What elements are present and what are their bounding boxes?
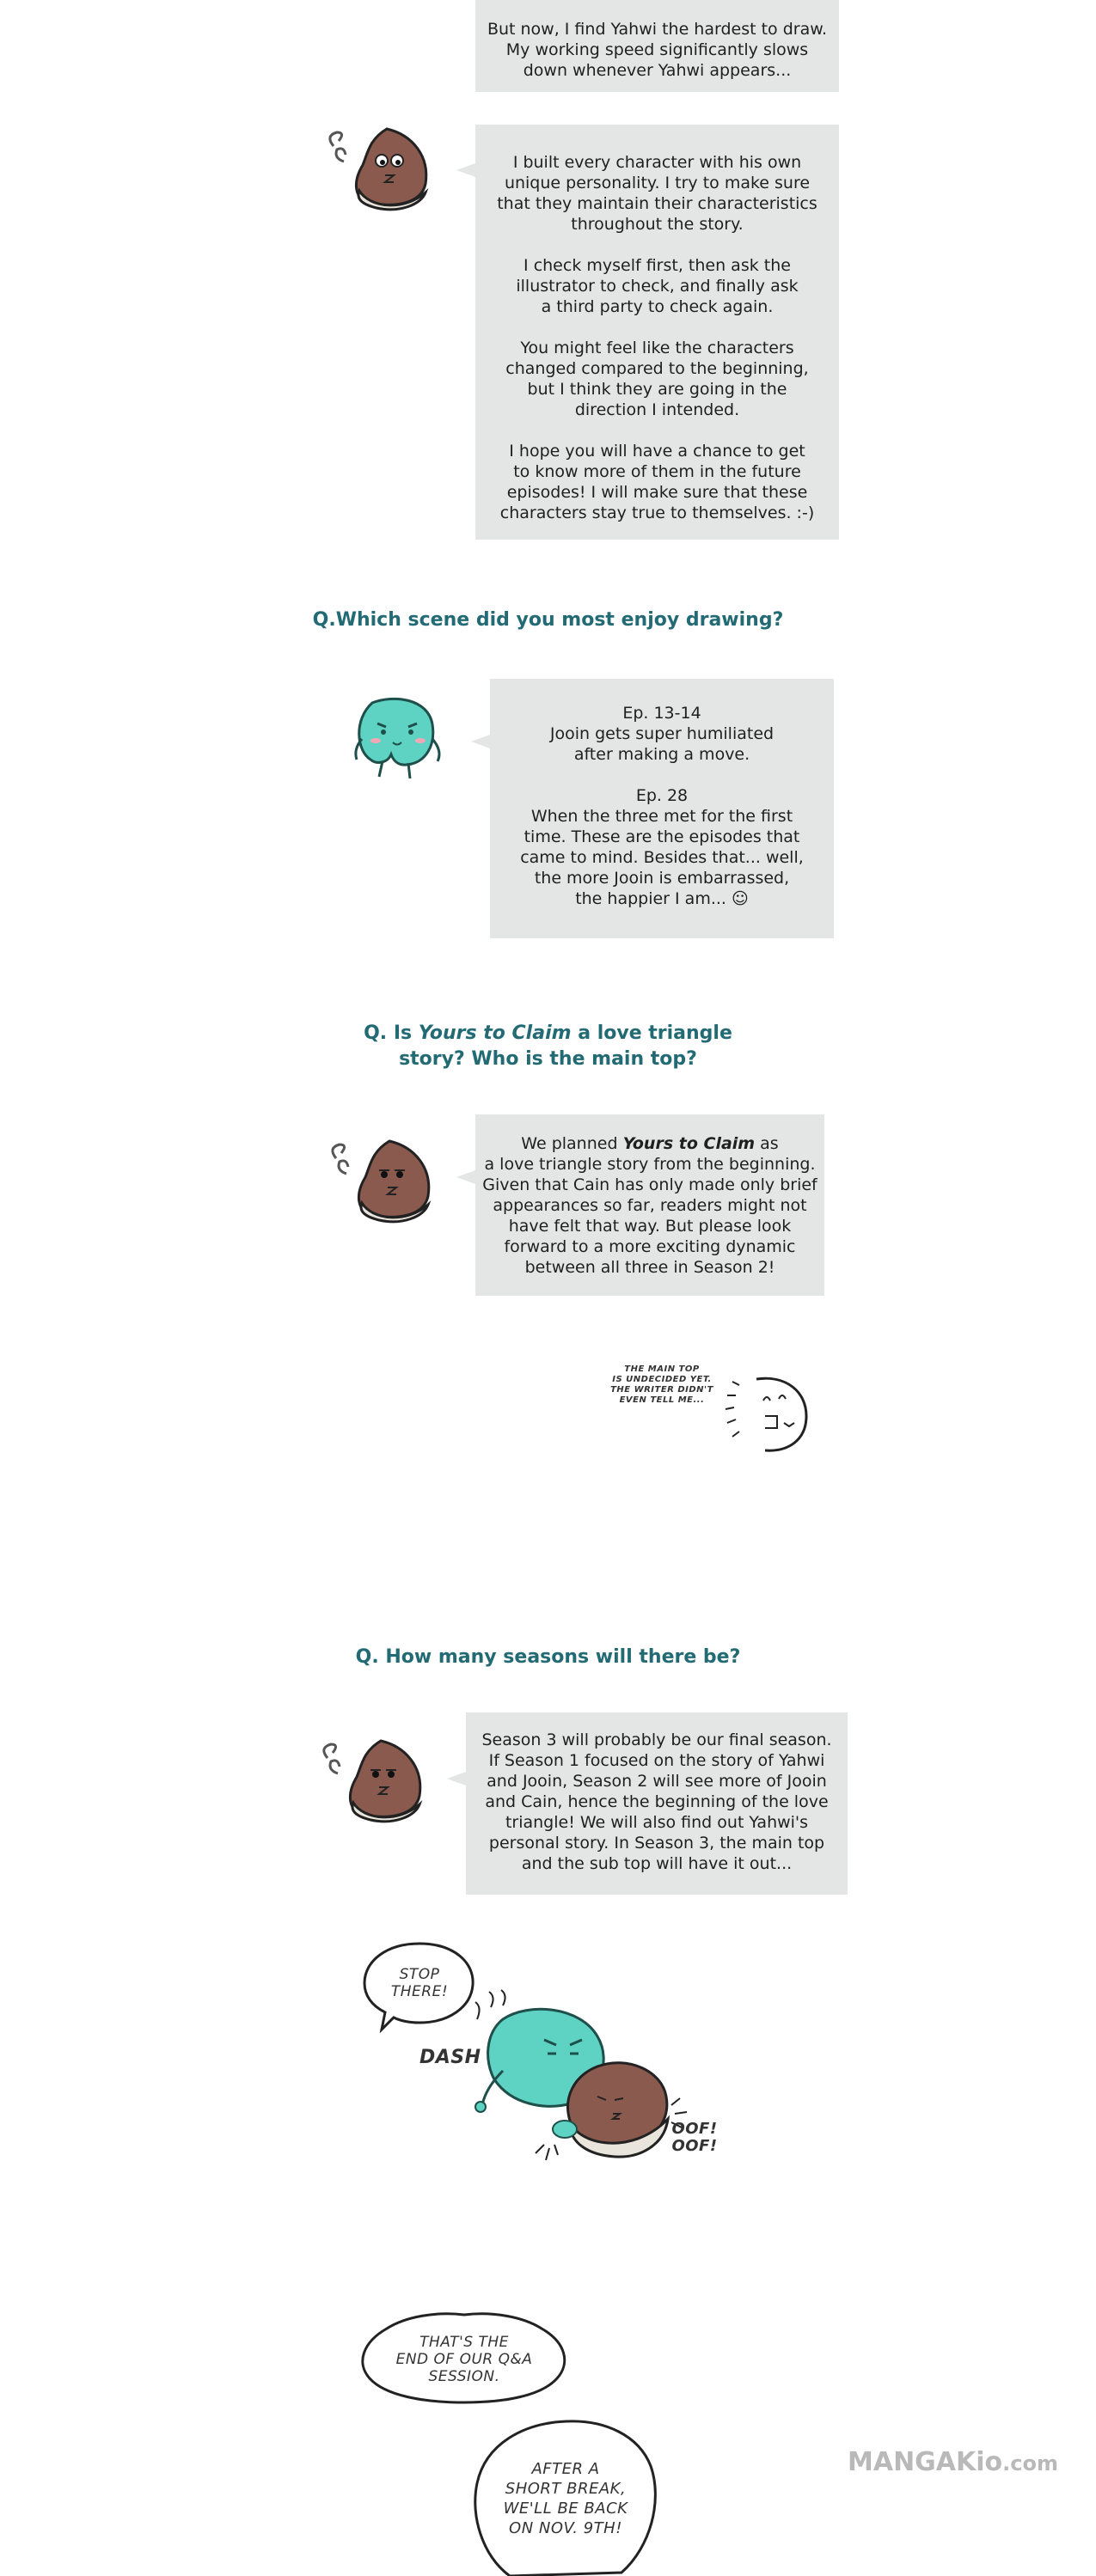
watermark-suffix: .com	[1002, 2451, 1059, 2475]
paragraph: I hope you will have a chance to get to know more of them in the future episodes! I will make sure that these characters stay true to themselves. :-)	[499, 442, 815, 522]
watermark-logo	[848, 2447, 1058, 2477]
paragraph: I check myself first, then ask the illustrator to check, and finally ask a third party to check again.	[516, 256, 799, 316]
paragraph: Ep. 13-14 Jooin gets super humiliated after making a move.	[549, 704, 775, 764]
answer-box-4-text	[475, 1133, 824, 1278]
box-pointer	[447, 1772, 466, 1785]
grumpy-doodle-icon	[722, 1375, 817, 1456]
answer-box-1-text	[475, 19, 839, 81]
answer-box-5-text	[466, 1730, 848, 1874]
answer-box-2	[475, 125, 839, 540]
answer-box-4-line1-prefix: We planned	[521, 1134, 623, 1153]
question-2	[0, 1021, 1096, 1072]
question-3: Q. How many seasons will there be?	[355, 1646, 741, 1668]
paragraph: Season 3 will probably be our final season. If Season 1 focused on the story of Yahwi and Jooin, Season 2 will see more of Jooin and Cain, hence the beginning of the love triangle! We will also find out Yahwi's personal story. In Season 3, the main top and the sub top will have it out...	[481, 1731, 832, 1873]
question-2-title: Yours to Claim	[418, 1022, 572, 1044]
watermark-main: MANGAKio	[848, 2447, 1003, 2477]
answer-box-5	[466, 1712, 848, 1895]
chestnut-author-icon	[321, 1134, 450, 1229]
speech-bubble-break-text: AFTER A SHORT BREAK, WE'LL BE BACK ON NOV. 9TH!	[503, 2460, 628, 2537]
answer-box-4-line1-suffix: as	[755, 1134, 779, 1153]
sfx-dash: DASH	[419, 2047, 481, 2068]
speech-bubble-end-text: THAT'S THE END OF OUR Q&A SESSION.	[395, 2334, 533, 2385]
box-pointer	[456, 163, 475, 177]
answer-box-1	[475, 0, 839, 92]
answer-box-4-rest: a love triangle story from the beginning. Given that Cain has only made only brief appearances so far, readers might not have felt that way. But please look forward to a more exciting dynamic between all three in Season 2!	[482, 1155, 817, 1277]
paragraph: But now, I find Yahwi the hardest to draw. My working speed significantly slows down whenever Yahwi appears...	[487, 20, 828, 80]
teal-jooin-icon	[346, 694, 450, 789]
chestnut-author-icon	[318, 122, 447, 217]
paragraph: You might feel like the characters changed compared to the beginning, but I think they are going in the direction I intended.	[505, 339, 809, 419]
speech-bubble-stop-text: STOP THERE!	[390, 1966, 449, 2000]
sfx-oof: OOF! OOF!	[671, 2120, 718, 2155]
answer-box-3	[490, 679, 834, 938]
paragraph: Ep. 28 When the three met for the first time. These are the episodes that came to mind. Besides that... well, the more Jooin is embarrassed, the happier I am... ☺	[520, 786, 804, 908]
answer-box-4	[475, 1114, 824, 1296]
paragraph: I built every character with his own unique personality. I try to make sure that they maintain their characteristics throughout the story.	[497, 153, 817, 234]
question-2-suffix: a love triangle story? Who is the main top?	[399, 1022, 732, 1070]
question-1: Q.Which scene did you most enjoy drawing?	[312, 609, 784, 631]
answer-box-2-text	[475, 152, 839, 523]
answer-box-4-title: Yours to Claim	[622, 1134, 756, 1153]
question-2-prefix: Q. Is	[364, 1022, 419, 1044]
box-pointer	[471, 735, 490, 748]
box-pointer	[456, 1170, 475, 1184]
chestnut-author-icon	[312, 1734, 441, 1828]
main-top-note: THE MAIN TOP IS UNDECIDED YET. THE WRITER DIDN'T EVEN TELL ME...	[610, 1364, 713, 1405]
answer-box-3-text	[490, 703, 834, 909]
